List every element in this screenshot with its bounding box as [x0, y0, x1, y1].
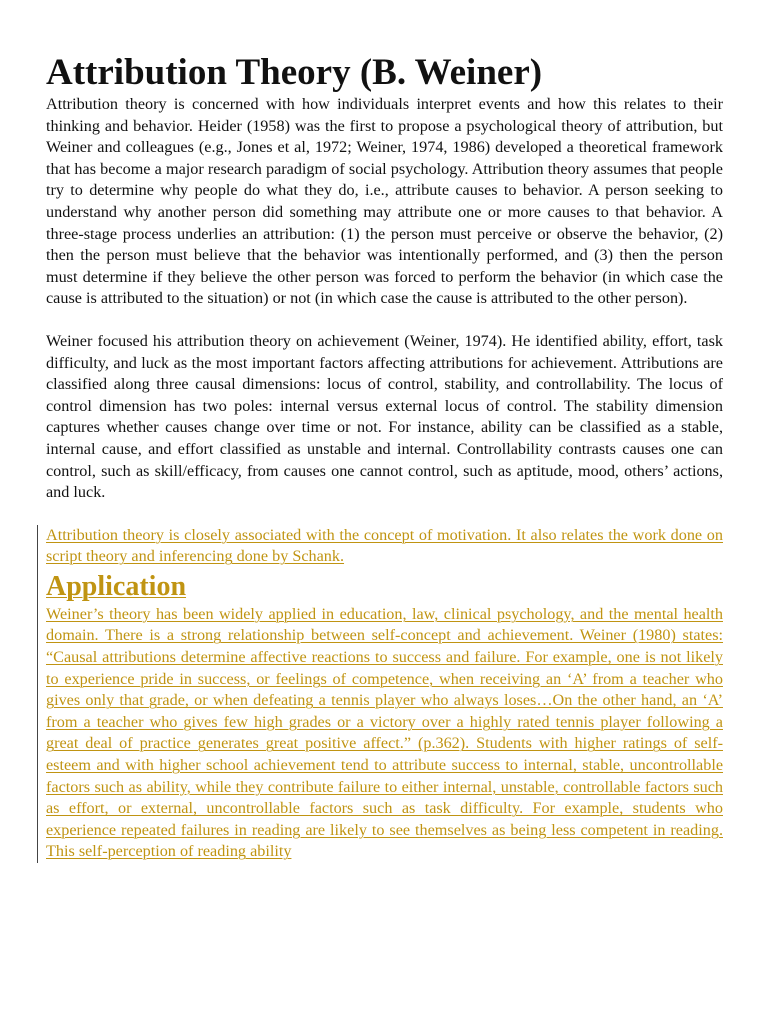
tracked-change-block	[46, 525, 723, 863]
tracked-paragraph-application: Weiner’s theory has been widely applied in education, law, clinical psychology, and the mental health domain. There is a strong relationship between self-concept and achievement. Weiner (1980) states: “Causal attributions determine affective reactions to success and failure. For example, one is not likely to experience pride in success, or feelings of competence, when receiving an ‘A’ from a teacher who gives only that grade, or when defeating a tennis player who always loses…On the other hand, an ‘A’ from a teacher who gives few high grades or a victory over a highly rated tennis player following a great deal of practice generates great positive affect.” (p.362). Students with higher ratings of self-esteem and with higher school achievement tend to attribute success to internal, stable, uncontrollable factors such as ability, while they contribute failure to either internal, unstable, controllable factors such as effort, or external, uncontrollable factors such as task difficulty. For example, students who experience repeated failures in reading are likely to see themselves as being less competent in reading. This self-perception of reading ability	[46, 604, 723, 861]
paragraph-spacer	[46, 504, 723, 525]
tracked-paragraph-motivation: Attribution theory is closely associated with the concept of motivation. It also relates the work done on script theory and inferencing done by Schank.	[46, 525, 723, 566]
paragraph-intro: Attribution theory is concerned with how individuals interpret events and how this relates to their thinking and behavior. Heider (1958) was the first to propose a psychological theory of attribution, but Weiner and colleagues (e.g., Jones et al, 1972; Weiner, 1974, 1986) developed a theoretical framework that has become a major research paradigm of social psychology. Attribution theory assumes that people try to determine why people do what they do, i.e., attribute causes to behavior. A person seeking to understand why another person did something may attribute one or more causes to that behavior. A three-stage process underlies an attribution: (1) the person must perceive or observe the behavior, (2) then the person must believe that the behavior was intentionally performed, and (3) then the person must determine if they believe the other person was forced to perform the behavior (in which case the cause is attributed to the situation) or not (in which case the cause is attributed to the other person).	[46, 95, 723, 308]
paragraph-weiner-focus: Weiner focused his attribution theory on achievement (Weiner, 1974). He identified ability, effort, task difficulty, and luck as the most important factors affecting attributions for achievement. Attributions are classified along three causal dimensions: locus of control, stability, and controllability. The locus of control dimension has two poles: internal versus external locus of control. The stability dimension captures whether causes change over time or not. For instance, ability can be classified as a stable, internal cause, and effort classified as unstable and internal. Controllability contrasts causes one can control, such as skill/efficacy, from causes one cannot control, such as aptitude, mood, others’ actions, and luck.	[46, 331, 723, 502]
change-bar	[37, 525, 38, 863]
document-page	[46, 52, 723, 863]
document-title: Attribution Theory (B. Weiner)	[46, 52, 543, 93]
section-heading-application: Application	[46, 570, 187, 602]
paragraph-spacer	[46, 310, 723, 331]
